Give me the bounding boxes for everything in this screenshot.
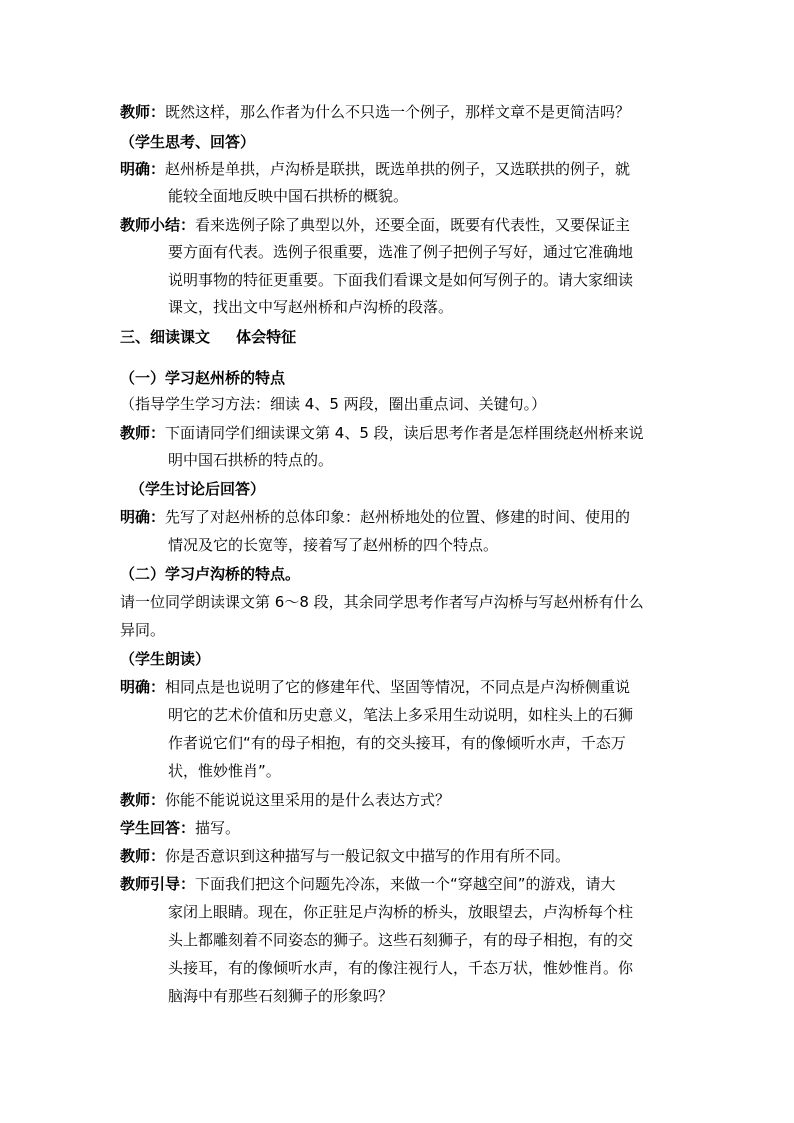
- speaker-label: 明确：: [120, 678, 166, 696]
- speaker-label: 明确：: [120, 508, 166, 526]
- line-text: 描写。: [195, 819, 241, 837]
- text-line: [120, 159, 630, 179]
- line-text: 你能不能说说这里采用的是什么表达方式？: [165, 791, 451, 809]
- text-line: 脑海中有那些石刻狮子的形象吗？: [168, 987, 394, 1005]
- text-line: 异同。: [120, 621, 166, 639]
- speaker-label: 教师：: [120, 424, 166, 442]
- text-line: [120, 846, 570, 866]
- speaker-label: 明确：: [120, 160, 166, 178]
- line-text: 看来选例子除了典型以外，还要全面，既要有代表性，又要保证主: [195, 216, 631, 234]
- speaker-label: 教师：: [120, 103, 166, 121]
- text-line: 头上都雕刻着不同姿态的狮子。这些石刻狮子，有的母子相抱，有的交: [168, 931, 634, 949]
- text-line: [120, 423, 644, 443]
- text-line: [120, 677, 630, 697]
- text-line: 请一位同学朗读课文第 6～8 段，其余同学思考作者写卢沟桥与写赵州桥有什么: [120, 593, 644, 611]
- text-line: （指导学生学习方法：细读 4、5 两段，圈出重点词、关键句。）: [120, 395, 547, 413]
- text-line: 状，惟妙惟肖”。: [168, 762, 281, 780]
- line-text: 先写了对赵州桥的总体印象：赵州桥地处的位置、修建的时间、使用的: [165, 508, 631, 526]
- text-line: 明中国石拱桥的特点的。: [168, 451, 334, 469]
- text-line: 课文，找出文中写赵州桥和卢沟桥的段落。: [168, 298, 454, 316]
- text-line: [120, 818, 240, 838]
- line-text: 下面请同学们细读课文第 4、5 段，读后思考作者是怎样围绕赵州桥来说: [165, 424, 644, 442]
- text-line: 能较全面地反映中国石拱桥的概貌。: [168, 187, 409, 205]
- speaker-label: 教师引导：: [120, 875, 196, 893]
- text-line: 头接耳，有的像倾听水声，有的像注视行人，千态万状，惟妙惟肖。你: [168, 959, 634, 977]
- text-line: [120, 790, 450, 810]
- stage-direction: （学生讨论后回答）: [130, 480, 266, 498]
- text-line: 作者说它们“有的母子相抱，有的交头接耳，有的像倾听水声，千态万: [168, 734, 626, 752]
- speaker-label: 教师：: [120, 791, 166, 809]
- text-line: [120, 215, 630, 235]
- line-text: 赵州桥是单拱，卢沟桥是联拱，既选单拱的例子，又选联拱的例子，就: [165, 160, 631, 178]
- text-line: [120, 102, 630, 122]
- text-line: 家闭上眼睛。现在，你正驻足卢沟桥的桥头，放眼望去，卢沟桥每个柱: [168, 903, 634, 921]
- line-text: 下面我们把这个问题先冷冻，来做一个“穿越空间”的游戏，请大: [195, 875, 616, 893]
- speaker-label: 教师：: [120, 847, 166, 865]
- speaker-label: 教师小结：: [120, 216, 196, 234]
- text-line: 情况及它的长宽等，接着写了赵州桥的四个特点。: [168, 536, 499, 554]
- stage-direction: （学生朗读）: [120, 650, 211, 668]
- speaker-label: 学生回答：: [120, 819, 196, 837]
- text-line: 要方面有代表。选例子很重要，选准了例子把例子写好，通过它准确地: [168, 243, 634, 261]
- text-line: [120, 874, 616, 894]
- text-line: 明它的艺术价值和历史意义，笔法上多采用生动说明，如柱头上的石狮: [168, 706, 634, 724]
- subsection-heading: （二）学习卢沟桥的特点。: [120, 565, 301, 583]
- text-line: 说明事物的特征更重要。下面我们看课文是如何写例子的。请大家细读: [168, 271, 634, 289]
- section-heading: 三、细读课文 体会特征: [120, 328, 297, 346]
- subsection-heading: （一）学习赵州桥的特点: [120, 369, 286, 387]
- stage-direction: （学生思考、回答）: [120, 133, 256, 151]
- line-text: 相同点是也说明了它的修建年代、坚固等情况，不同点是卢沟桥侧重说: [165, 678, 631, 696]
- line-text: 既然这样，那么作者为什么不只选一个例子，那样文章不是更简洁吗？: [165, 103, 631, 121]
- text-line: [120, 507, 630, 527]
- line-text: 你是否意识到这种描写与一般记叙文中描写的作用有所不同。: [165, 847, 571, 865]
